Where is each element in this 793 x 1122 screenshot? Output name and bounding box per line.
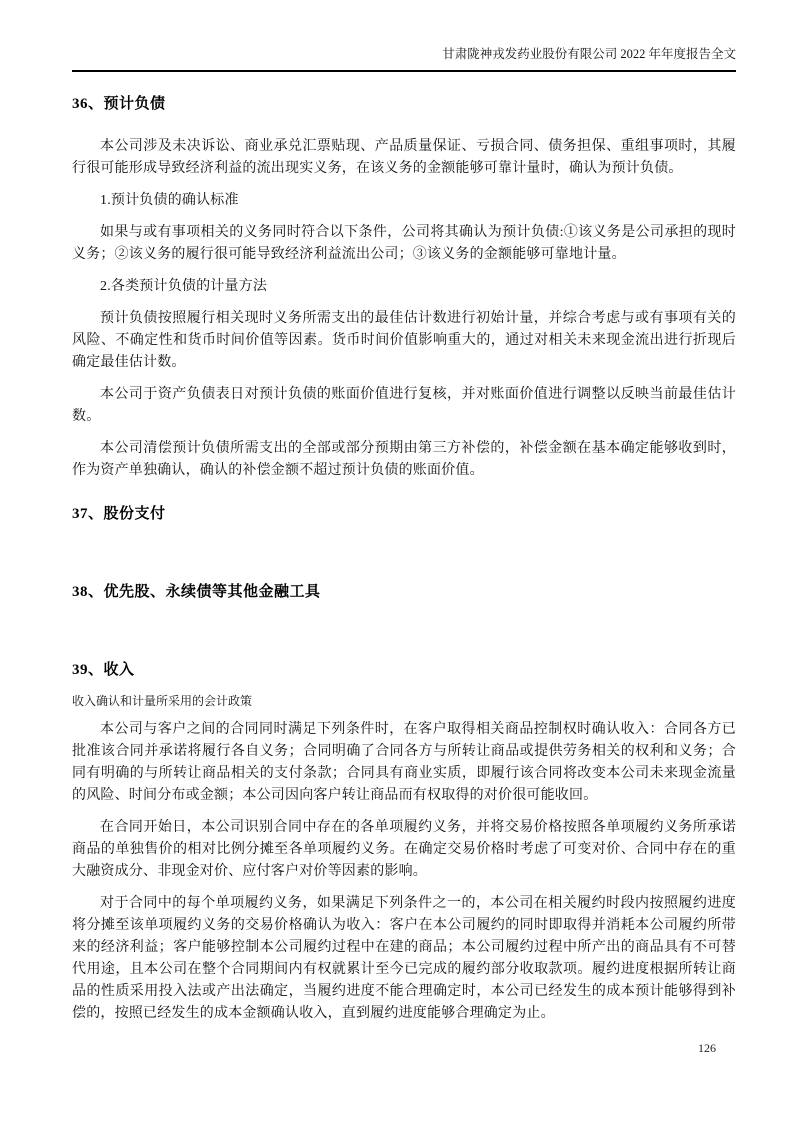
section-heading-39-revenue: 39、收入 (72, 662, 135, 678)
section-heading-37-share-payment: 37、股份支付 (72, 506, 166, 522)
page-header-title: 甘肃陇神戎发药业股份有限公司 2022 年年度报告全文 (72, 46, 736, 72)
paragraph: 对于合同中的每个单项履约义务，如果满足下列条件之一的，本公司在相关履约时段内按照履约进度将分摊至该单项履约义务的交易价格确认为收入：客户在本公司履约的同时即取得并消耗本公司履约所带来的经济利益；客户能够控制本公司履约过程中在建的商品；本公司履约过程中所产出的商品具有不可替代用途，且本公司在整个合同期间内有权就累计至今已完成的履约部分收取款项。履约进度根据所转让商品的性质采用投入法或产出法确定，当履约进度不能合理确定时，本公司已经发生的成本预计能够得到补偿的，按照已经发生的成本金额确认收入，直到履约进度能够合理确定为止。 (72, 896, 736, 1021)
paragraph: 本公司于资产负债表日对预计负债的账面价值进行复核，并对账面价值进行调整以反映当前最佳估计数。 (72, 387, 736, 424)
paragraph: 在合同开始日，本公司识别合同中存在的各单项履约义务，并将交易价格按照各单项履约义务所承诺商品的单独售价的相对比例分摊至各单项履约义务。在确定交易价格时考虑了可变对价、合同中存在的重大融资成分、非现金对价、应付客户对价等因素的影响。 (72, 820, 736, 879)
paragraph: 如果与或有事项相关的义务同时符合以下条件，公司将其确认为预计负债:①该义务是公司承担的现时义务；②该义务的履行很可能导致经济利益流出公司；③该义务的金额能够可靠地计量。 (72, 225, 736, 262)
paragraph: 1.预计负债的确认标准 (100, 193, 239, 208)
paragraph: 本公司涉及未决诉讼、商业承兑汇票贴现、产品质量保证、亏损合同、债务担保、重组事项时，其履行很可能形成导致经济利益的流出现实义务，在该义务的金额能够可靠计量时，确认为预计负债。 (72, 139, 736, 176)
paragraph: 2.各类预计负债的计量方法 (100, 279, 268, 294)
paragraph: 本公司与客户之间的合同同时满足下列条件时，在客户取得相关商品控制权时确认收入：合同各方已批准该合同并承诺将履行各自义务；合同明确了合同各方与所转让商品或提供劳务相关的权利和义务；合同有明确的与所转让商品相关的支付条款；合同具有商业实质，即履行该合同将改变本公司未来现金流量的风险、时间分布或金额；本公司因向客户转让商品而有权取得的对价很可能收回。 (72, 722, 736, 803)
paragraph: 本公司清偿预计负债所需支出的全部或部分预期由第三方补偿的，补偿金额在基本确定能够收到时，作为资产单独确认，确认的补偿金额不超过预计负债的账面价值。 (72, 441, 736, 478)
page-number: 126 (698, 1041, 716, 1055)
section-heading-36-estimated-liabilities: 36、预计负债 (72, 96, 166, 112)
section-heading-38-preferred-shares: 38、优先股、永续债等其他金融工具 (72, 584, 321, 600)
paragraph: 预计负债按照履行相关现时义务所需支出的最佳估计数进行初始计量，并综合考虑与或有事项有关的风险、不确定性和货币时间价值等因素。货币时间价值影响重大的，通过对相关未来现金流出进行折现后确定最佳估计数。 (72, 311, 736, 370)
revenue-policy-label: 收入确认和计量所采用的会计政策 (72, 694, 253, 708)
